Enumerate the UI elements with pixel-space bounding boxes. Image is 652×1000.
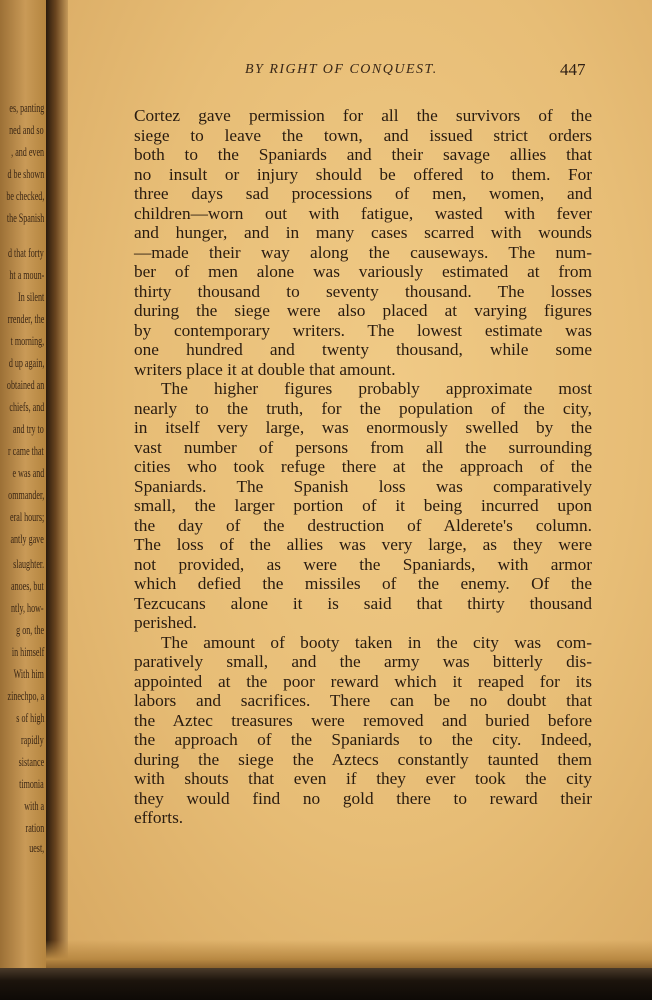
facing-page-fragment: and try to <box>13 421 44 436</box>
facing-page-fragment: In silent <box>17 289 44 304</box>
facing-page-fragment: rrender, the <box>7 311 44 326</box>
facing-page-fragment: anoes, but <box>11 578 44 593</box>
text-line: by contemporary writers. The lowest estimate was <box>134 320 592 340</box>
text-line: perished. <box>134 613 197 632</box>
text-line: one hundred and twenty thousand, while some <box>134 340 592 359</box>
book-gutter <box>46 0 68 972</box>
facing-page-fragment: zinechpo, a <box>7 688 44 703</box>
facing-page-fragment: d that forty <box>8 245 44 260</box>
text-line: no insult or injury should be offered to them. For <box>134 164 592 184</box>
facing-page-fragment: d be shown <box>7 166 44 181</box>
facing-page-fragment: ht a moun- <box>9 267 44 282</box>
text-line: three days sad processions of men, women, and <box>134 184 592 203</box>
facing-page-fragment: eral hours; <box>9 509 44 524</box>
facing-page-fragment: sistance <box>18 754 44 769</box>
text-line: cities who took refuge there at the approach of the <box>134 457 592 476</box>
page-number: 447 <box>560 60 586 79</box>
text-line: vast number of persons from all the surrounding <box>134 437 592 457</box>
facing-page-fragment: uest, <box>28 840 44 855</box>
body-text <box>134 106 592 828</box>
text-line: The higher figures probably approximate most <box>161 379 592 398</box>
text-line: The amount of booty taken in the city was com- <box>161 632 592 652</box>
text-line: not provided, as were the Spaniards, with armor <box>134 554 592 574</box>
text-line: with shouts that even if they ever took the city <box>134 769 592 788</box>
text-line: small, the larger portion of it being incurred upon <box>134 496 592 515</box>
text-line: and hunger, and in many cases scarred with wounds <box>134 223 592 242</box>
facing-page-fragment: e was and <box>12 465 44 480</box>
facing-page-fragment: d up again, <box>8 355 44 370</box>
facing-page-fragment: ommander, <box>7 487 44 502</box>
text-line: Spaniards. The Spanish loss was comparatively <box>134 476 592 496</box>
facing-page-fragment: with a <box>24 798 44 813</box>
facing-page-fragment: ntly, how- <box>11 600 44 615</box>
facing-page-edge <box>0 0 46 972</box>
text-line: they would find no gold there to reward their <box>134 788 592 808</box>
facing-page-fragment: rapidly <box>21 732 44 747</box>
text-line: the approach of the Spaniards to the city. Indeed, <box>134 730 592 749</box>
text-line: children—worn out with fatigue, wasted with fever <box>134 203 592 223</box>
facing-page-fragment: g on, the <box>16 622 44 637</box>
facing-page-fragment: es, panting <box>9 100 44 115</box>
facing-page-fragment: ration <box>25 820 44 835</box>
text-line: both to the Spaniards and their savage allies that <box>134 145 592 164</box>
facing-page-fragment: ned and so <box>9 122 44 137</box>
facing-page-fragment: r came that <box>8 443 44 458</box>
text-line: during the siege the Aztecs constantly taunted them <box>134 749 592 769</box>
text-line: the Aztec treasures were removed and buried before <box>134 710 592 730</box>
facing-page-fragment: , and even <box>11 144 44 159</box>
text-line: siege to leave the town, and issued strict orders <box>134 125 592 145</box>
text-line: appointed at the poor reward which it reaped for its <box>134 671 592 691</box>
facing-page-fragment: t morning, <box>10 333 44 348</box>
text-line: thirty thousand to seventy thousand. The losses <box>134 281 592 301</box>
text-line: which defied the missiles of the enemy. Of the <box>134 574 592 593</box>
facing-page-fragment: s of high <box>15 710 44 725</box>
facing-page-fragment: the Spanish <box>6 210 44 225</box>
text-line: efforts. <box>134 808 184 827</box>
text-line: nearly to the truth, for the population of the city, <box>134 398 592 418</box>
facing-page-fragment: antly gave <box>10 531 44 546</box>
text-line: labors and sacrifices. There can be no doubt that <box>134 691 592 710</box>
facing-page-fragment: slaughter. <box>12 556 44 571</box>
text-line: writers place it at double that amount. <box>134 359 396 379</box>
facing-page-fragment: be checked, <box>5 188 44 203</box>
facing-page-fragment: chiefs, and <box>9 399 44 414</box>
scanner-base <box>0 968 652 1000</box>
facing-page-fragment: timonia <box>19 776 44 791</box>
text-line: The loss of the allies was very large, as they were <box>134 535 592 554</box>
text-line: during the siege were also placed at varying figures <box>134 301 592 320</box>
text-line: the day of the destruction of Alderete's column. <box>134 515 592 535</box>
text-line: Cortez gave permission for all the survivors of the <box>134 106 592 125</box>
text-line: paratively small, and the army was bitterly dis- <box>134 652 592 671</box>
running-head: BY RIGHT OF CONQUEST. <box>245 62 438 77</box>
facing-page-fragment: in himself <box>11 644 44 659</box>
text-line: Tezcucans alone it is said that thirty thousand <box>134 593 592 613</box>
text-line: —made their way along the causeways. The num- <box>134 242 592 262</box>
facing-page-fragment: With him <box>13 666 44 681</box>
text-line: in itself very large, was enormously swelled by the <box>134 418 592 437</box>
facing-page-fragment: obtained an <box>6 377 44 392</box>
text-line: ber of men alone was variously estimated at from <box>134 262 592 281</box>
